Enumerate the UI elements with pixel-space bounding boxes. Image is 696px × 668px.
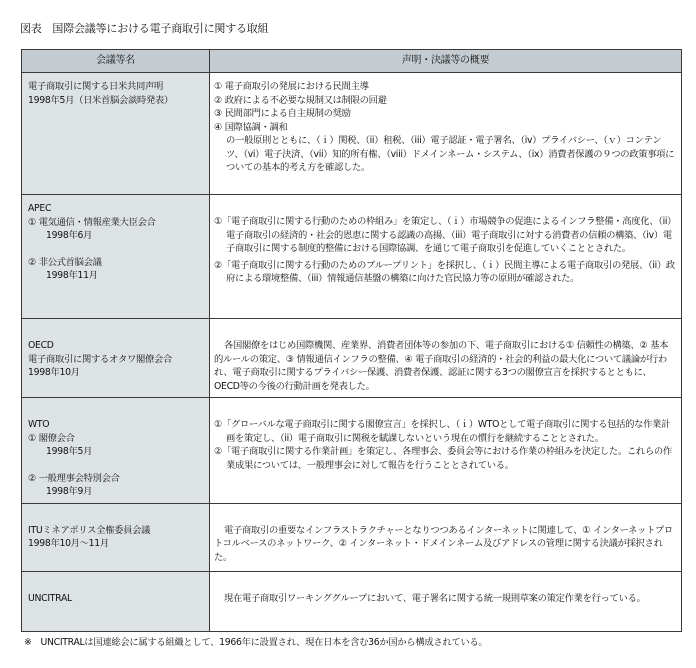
summary-cell: [210, 503, 682, 571]
meeting-date: 1998年5月（日米首脳会談時発表）: [28, 94, 174, 106]
summary-cell: [210, 319, 682, 398]
meeting-session: 電子商取引に関するオタワ閣僚会合: [28, 353, 172, 365]
table-row: [22, 398, 682, 504]
header-summary: 声明・決議等の概要: [210, 50, 682, 73]
agreements-table: [21, 49, 682, 632]
meeting-name-cell: [22, 319, 210, 398]
summary-text: 電子商取引の重要なインフラストラクチャーとなりつつあるインターネットに関連して、① インターネットプロトコルベースのネットワーク、② インターネット・ドメインネーム及びアドレスの管理に関する決議が採択された。: [214, 524, 673, 563]
summary-cell: [210, 571, 682, 631]
table-row: [22, 503, 682, 571]
meeting-session: ① 閣僚会合: [28, 432, 75, 444]
table-row: [22, 319, 682, 398]
principle-item: ④ 国際協調・調和: [214, 121, 288, 133]
summary-entry: ②「電子商取引に関する作業計画」を策定し、各理事会、委員会等における作業の枠組みを決定した。これらの作業成果については、一般理事会に対して報告を行うこととされている。: [214, 446, 672, 471]
summary-cell: [210, 73, 682, 195]
meeting-date: 1998年10月～11月: [28, 538, 109, 549]
table-header-row: [22, 50, 682, 73]
meeting-date: 1998年9月: [46, 486, 93, 497]
table-row: [22, 195, 682, 319]
summary-cell: [210, 195, 682, 319]
meeting-session: ② 一般理事会特別会合: [28, 472, 120, 484]
principle-item: ① 電子商取引の発展における民間主導: [214, 81, 369, 92]
summary-text: 現在電子商取引ワーキンググループにおいて、電子署名に関する統一規則草案の策定作業を行っている。: [224, 592, 646, 604]
summary-entry: ②「電子商取引に関する行動のためのブループリント」を採択し、（ｉ）民間主導による電子商取引の発展、（ii）政府による環境整備、（iii）情報通信基盤の構築に向けた官民協力等の原則が確認された。: [214, 259, 675, 284]
meeting-session: ② 非公式首脳会議: [28, 256, 102, 268]
meeting-date: 1998年11月: [46, 270, 98, 281]
meeting-name: OECD: [28, 340, 54, 351]
table-row: [22, 73, 682, 195]
summary-entry: ①「電子商取引に関する行動のための枠組み」を策定し、（ｉ）市場競争の促進によるインフラ整備・高度化、（ii）電子商取引の経済的・社会的恩恵に関する認識の高揚、（iii）電子商取引に対する消費者の信頼の構築、（iv）電子商取引に関する制度的整備における国際協調、を通じて電子商取引を促進していくこととされた。: [214, 216, 672, 254]
principle-item: ② 政府による不必要な規制又は制限の回避: [214, 94, 387, 106]
summary-text: 各国閣僚をはじめ国際機関、産業界、消費者団体等の参加の下、電子商取引における① 信頼性の構築、② 基本的ルールの策定、③ 情報通信インフラの整備、④ 電子商取引の経済的・社会的利益の最大化について議論が行われ、電子商取引に関するプライバシー保護、消費者保護、認証に関する3つの閣僚宣言を採択するとともに、OECD等の今後の行動計画を発表した。: [214, 340, 669, 392]
meeting-name-cell: [22, 398, 210, 504]
figure-caption: 図表 国際会議等における電子商取引に関する取組: [20, 22, 269, 35]
meeting-date: 1998年6月: [46, 230, 93, 241]
summary-text: の一般原則とともに、（ｉ）関税、（ii）租税、（iii）電子認証・電子署名、（iv）プライバシー、（ｖ）コンテンツ、（vi）電子決済、（vii）知的所有権、（viii）ドメインネーム・システム、（ix）消費者保護の９つの政策事項についての基本的考え方を確認した。: [226, 135, 675, 173]
meeting-name: ITUミネアポリス全権委員会議: [28, 524, 151, 536]
meeting-name: WTO: [28, 419, 50, 430]
summary-cell: [210, 398, 682, 504]
meeting-name: APEC: [28, 203, 52, 214]
meeting-name: UNCITRAL: [28, 592, 72, 604]
meeting-name-cell: [22, 73, 210, 195]
meeting-date: 1998年10月: [28, 367, 80, 378]
meeting-date: 1998年5月: [46, 446, 93, 457]
meeting-session: ① 電気通信・情報産業大臣会合: [28, 216, 156, 228]
footnote: ※ UNCITRALは国連総会に属する組織として、1966年に設置され、現在日本を含む36か国から構成されている。: [24, 637, 488, 648]
principle-item: ③ 民間部門による自主規制の奨励: [214, 108, 351, 119]
meeting-name-cell: [22, 503, 210, 571]
table-row: [22, 571, 682, 631]
meeting-name: 電子商取引に関する日米共同声明: [28, 81, 163, 92]
meeting-name-cell: [22, 571, 210, 631]
summary-entry: ①「グローバルな電子商取引に関する閣僚宣言」を採択し、（ｉ）WTOとして電子商取引に関する包括的な作業計画を策定し、（ii）電子商取引に関税を賦課しないという現在の慣行を継続することとされた。: [214, 419, 671, 444]
header-meeting-name: 会議等名: [22, 50, 210, 73]
meeting-name-cell: [22, 195, 210, 319]
